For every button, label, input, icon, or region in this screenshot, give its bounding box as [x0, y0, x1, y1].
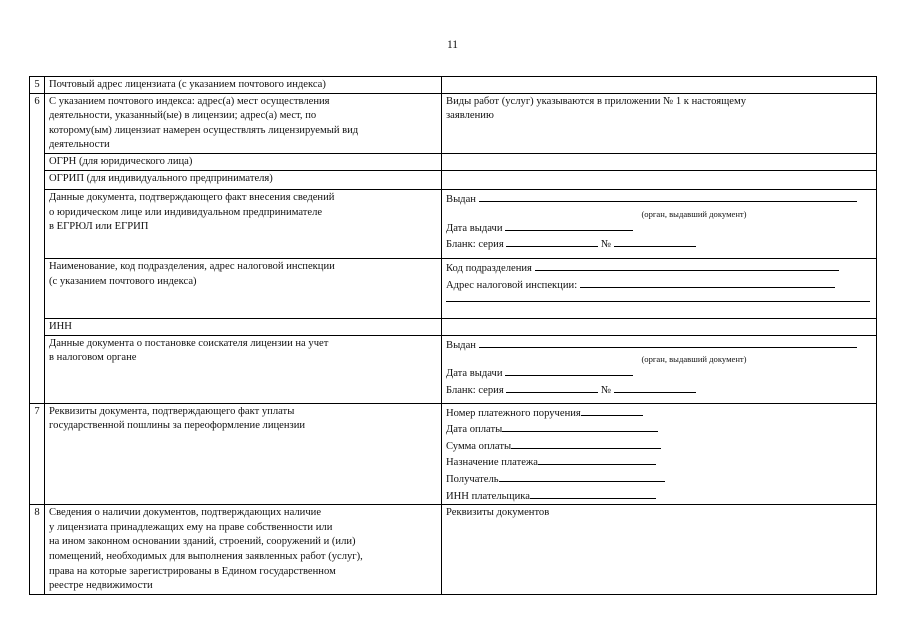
field-label: Наименование, код подразделения, адрес налоговой инспекции (с указанием почтового индекса): [45, 258, 442, 318]
field-value: [442, 258, 877, 318]
field-label: ОГРН (для юридического лица): [45, 153, 442, 170]
blank-series-label: Бланк: серия: [446, 239, 504, 251]
payment-order-label: Номер платежного поручения: [446, 407, 581, 419]
page-number: 11: [446, 39, 459, 51]
field-label: Почтовый адрес лицензиата (с указанием почтового индекса): [45, 77, 442, 94]
row-number: 7: [30, 403, 45, 505]
table-row: [30, 77, 877, 94]
recipient-label: Получатель: [446, 473, 499, 485]
payment-sum-label: Сумма оплаты: [446, 440, 512, 452]
payment-sum-blank[interactable]: [511, 438, 661, 449]
field-value: [442, 335, 877, 403]
date-blank[interactable]: [505, 220, 633, 231]
license-form-table: [29, 76, 877, 595]
issuer-note: (орган, выдавший документ): [641, 354, 747, 365]
issuer-note: (орган, выдавший документ): [641, 208, 747, 219]
date-label: Дата выдачи: [446, 222, 503, 234]
field-label: Данные документа о постановке соискателя лицензии на учет в налоговом органе: [45, 335, 442, 403]
issued-blank[interactable]: [479, 337, 857, 348]
table-row: [30, 403, 877, 505]
table-row: [30, 170, 877, 189]
date-label: Дата выдачи: [446, 368, 503, 380]
address-blank[interactable]: [580, 277, 835, 288]
table-row: [30, 93, 877, 153]
payment-purpose-blank[interactable]: [538, 454, 656, 465]
row-number: 5: [30, 77, 45, 94]
row-number: 8: [30, 505, 45, 595]
issued-label: Выдан: [446, 193, 476, 205]
number-label: №: [601, 384, 612, 396]
number-blank[interactable]: [614, 382, 696, 393]
code-label: Код подразделения: [446, 262, 532, 274]
table-row: [30, 258, 877, 318]
field-value[interactable]: [442, 318, 877, 335]
row-number: 6: [30, 93, 45, 403]
table-row: [30, 153, 877, 170]
field-label: ИНН: [45, 318, 442, 335]
field-value[interactable]: [442, 153, 877, 170]
field-label: Данные документа, подтверждающего факт внесения сведений о юридическом лице или индивидуальном предпринимателе в ЕГРЮЛ или ЕГРИП: [45, 189, 442, 258]
table-row: [30, 318, 877, 335]
payment-date-blank[interactable]: [502, 421, 658, 432]
field-value: Реквизиты документов: [442, 505, 877, 595]
address-label: Адрес налоговой инспекции:: [446, 279, 578, 291]
payment-order-blank[interactable]: [581, 405, 643, 416]
field-label: С указанием почтового индекса: адрес(а) мест осуществления деятельности, указанный(ые) в лицензии; адрес(а) мест, по которому(ым) лицензиат намерен осуществлять лицензируемый вид деятельности: [45, 93, 442, 153]
blank-series-label: Бланк: серия: [446, 384, 504, 396]
recipient-blank[interactable]: [499, 471, 665, 482]
number-blank[interactable]: [614, 236, 696, 247]
payment-date-label: Дата оплаты: [446, 424, 503, 436]
field-value[interactable]: [442, 77, 877, 94]
field-value: [442, 189, 877, 258]
field-label: Сведения о наличии документов, подтверждающих наличие у лицензиата принадлежащих ему на праве собственности или на ином законном основании зданий, строений, сооружений и (или) помещений, необходимых для выполнения заявленных работ (услуг), права на которые зарегистрированы в Едином государственном реестре недвижимости: [45, 505, 442, 595]
payer-inn-blank[interactable]: [530, 488, 656, 499]
field-label: Реквизиты документа, подтверждающего факт уплаты государственной пошлины за переоформление лицензии: [45, 403, 442, 505]
field-value: [442, 403, 877, 505]
field-label: ОГРИП (для индивидуального предпринимателя): [45, 170, 442, 189]
address-blank-line[interactable]: [446, 293, 870, 302]
table-row: [30, 505, 877, 595]
series-blank[interactable]: [506, 236, 598, 247]
series-blank[interactable]: [506, 382, 598, 393]
date-blank[interactable]: [505, 365, 633, 376]
code-blank[interactable]: [535, 260, 839, 271]
table-row: [30, 189, 877, 258]
field-value[interactable]: [442, 170, 877, 189]
field-value: Виды работ (услуг) указываются в приложении № 1 к настоящему заявлению: [442, 93, 877, 153]
payer-inn-label: ИНН плательщика: [446, 490, 530, 502]
number-label: №: [601, 239, 612, 251]
issued-blank[interactable]: [479, 191, 857, 202]
table-row: [30, 335, 877, 403]
issued-label: Выдан: [446, 339, 476, 351]
payment-purpose-label: Назначение платежа: [446, 457, 538, 469]
